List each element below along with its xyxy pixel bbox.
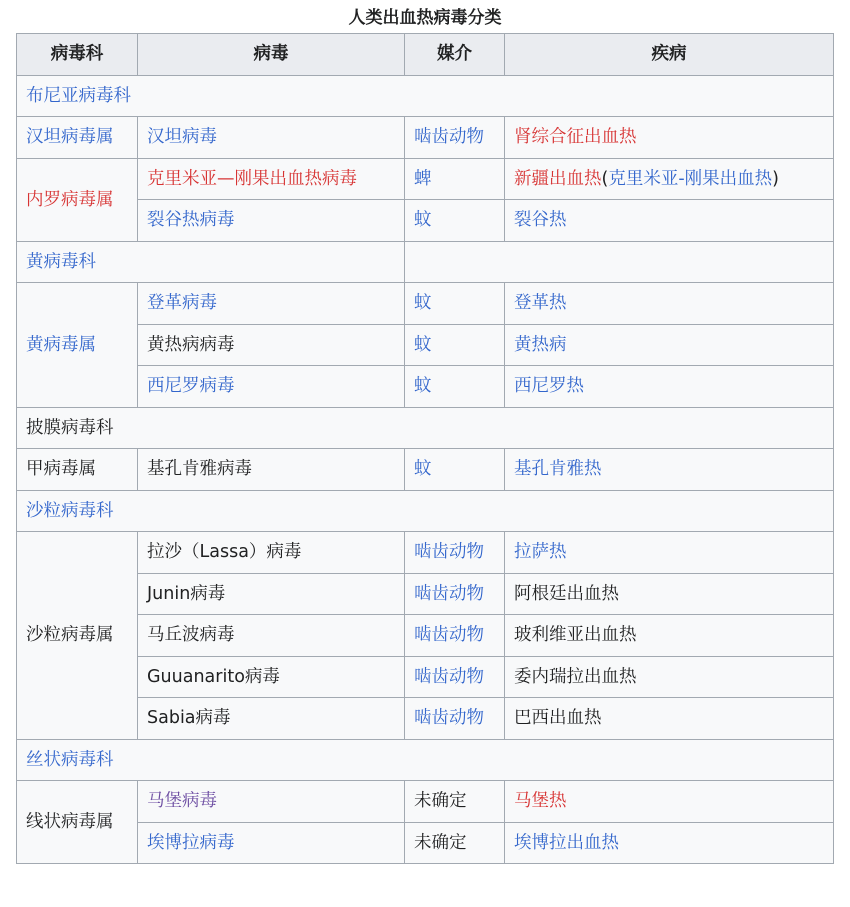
vector-link[interactable]: 啮齿动物 <box>414 625 484 646</box>
disease-text: 委内瑞拉出血热 <box>514 666 637 687</box>
disease-cell <box>505 698 834 740</box>
genus-link[interactable]: 汉坦病毒属 <box>26 127 114 148</box>
family-link[interactable]: 布尼亚病毒科 <box>26 85 131 106</box>
disease-cell <box>505 449 834 491</box>
disease-link[interactable]: 裂谷热 <box>514 210 567 231</box>
table-row <box>17 283 834 325</box>
vector-cell <box>405 781 505 823</box>
disease-redlink[interactable]: 马堡热 <box>514 791 567 812</box>
table-row <box>17 781 834 823</box>
genus-cell <box>17 283 138 408</box>
table-row <box>17 656 834 698</box>
genus-cell <box>17 532 138 740</box>
family-link[interactable]: 黄病毒科 <box>26 251 96 272</box>
disease-text: 巴西出血热 <box>514 708 602 729</box>
vector-cell <box>405 532 505 574</box>
disease-cell <box>505 366 834 408</box>
virus-text: 马丘波病毒 <box>147 625 235 646</box>
disease-link[interactable]: 登革热 <box>514 293 567 314</box>
family-link[interactable]: 沙粒病毒科 <box>26 500 114 521</box>
table-row <box>17 573 834 615</box>
virus-redlink[interactable]: 克里米亚—刚果出血热病毒 <box>147 168 357 189</box>
family-row <box>17 739 834 781</box>
genus-redlink[interactable]: 内罗病毒属 <box>26 189 114 210</box>
header-vector: 媒介 <box>405 34 505 76</box>
virus-text: 基孔肯雅病毒 <box>147 459 252 480</box>
virus-link[interactable]: 汉坦病毒 <box>147 127 217 148</box>
disease-link[interactable]: 基孔肯雅热 <box>514 459 602 480</box>
virus-cell <box>138 283 405 325</box>
table-row <box>17 532 834 574</box>
vector-text: 未确定 <box>414 832 467 853</box>
virus-cell <box>138 656 405 698</box>
disease-cell <box>505 822 834 864</box>
disease-link[interactable]: 黄热病 <box>514 334 567 355</box>
family-row <box>17 241 834 283</box>
virus-text: Junin病毒 <box>147 583 226 604</box>
disease-cell <box>505 158 834 200</box>
family-cell <box>17 75 834 117</box>
family-text: 披膜病毒科 <box>26 417 114 438</box>
vector-link[interactable]: 蚊 <box>414 210 432 231</box>
vector-cell <box>405 573 505 615</box>
vector-link[interactable]: 啮齿动物 <box>414 666 484 687</box>
vector-link[interactable]: 蚊 <box>414 376 432 397</box>
vector-cell <box>405 822 505 864</box>
family-cell <box>17 739 834 781</box>
disease-cell <box>505 615 834 657</box>
genus-link[interactable]: 黄病毒属 <box>26 334 96 355</box>
virus-cell <box>138 158 405 200</box>
disease-cell <box>505 781 834 823</box>
header-disease: 疾病 <box>505 34 834 76</box>
vector-cell <box>405 324 505 366</box>
virus-text: 拉沙（Lassa）病毒 <box>147 542 302 563</box>
genus-cell <box>17 117 138 159</box>
table-row <box>17 117 834 159</box>
disease-cell <box>505 117 834 159</box>
vector-cell <box>405 117 505 159</box>
virus-link[interactable]: 裂谷热病毒 <box>147 210 235 231</box>
disease-link[interactable]: 西尼罗热 <box>514 376 584 397</box>
header-row <box>17 34 834 76</box>
genus-text: 甲病毒属 <box>26 459 96 480</box>
genus-cell <box>17 158 138 241</box>
family-cell <box>17 407 834 449</box>
disease-cell <box>505 200 834 242</box>
virus-cell <box>138 822 405 864</box>
family-cell <box>17 490 834 532</box>
vector-cell <box>405 449 505 491</box>
family-row <box>17 490 834 532</box>
virus-cell <box>138 200 405 242</box>
table-row <box>17 449 834 491</box>
virus-link[interactable]: 埃博拉病毒 <box>147 832 235 853</box>
vector-cell <box>405 698 505 740</box>
table-row <box>17 324 834 366</box>
disease-alt-link[interactable]: 克里米亚-刚果出血热 <box>608 168 773 189</box>
virus-text: Guuanarito病毒 <box>147 666 280 687</box>
family-row <box>17 75 834 117</box>
disease-link[interactable]: 埃博拉出血热 <box>514 832 619 853</box>
table-row <box>17 822 834 864</box>
disease-link[interactable]: 拉萨热 <box>514 542 567 563</box>
vector-link[interactable]: 啮齿动物 <box>414 127 484 148</box>
virus-cell <box>138 781 405 823</box>
virus-cell <box>138 532 405 574</box>
hemorrhagic-fever-virus-table <box>16 33 834 864</box>
disease-cell <box>505 324 834 366</box>
table-row <box>17 158 834 200</box>
table-row <box>17 615 834 657</box>
disease-redlink[interactable]: 新疆出血热 <box>514 168 602 189</box>
vector-text: 未确定 <box>414 791 467 812</box>
disease-cell <box>505 532 834 574</box>
virus-visited-link[interactable]: 马堡病毒 <box>147 791 217 812</box>
family-cell <box>17 241 405 283</box>
vector-link[interactable]: 蚊 <box>414 459 432 480</box>
virus-cell <box>138 615 405 657</box>
vector-link[interactable]: 蚊 <box>414 334 432 355</box>
family-row <box>17 407 834 449</box>
virus-cell <box>138 324 405 366</box>
disease-cell <box>505 656 834 698</box>
genus-cell <box>17 449 138 491</box>
virus-cell <box>138 573 405 615</box>
vector-link[interactable]: 啮齿动物 <box>414 708 484 729</box>
vector-link[interactable]: 啮齿动物 <box>414 583 484 604</box>
disease-redlink[interactable]: 肾综合征出血热 <box>514 127 637 148</box>
table-caption: 人类出血热病毒分类 <box>348 8 502 28</box>
vector-cell <box>405 366 505 408</box>
disease-cell <box>505 573 834 615</box>
vector-cell <box>405 656 505 698</box>
vector-link[interactable]: 蜱 <box>414 168 432 189</box>
header-family: 病毒科 <box>17 34 138 76</box>
paren-close: ) <box>772 168 779 189</box>
virus-cell <box>138 366 405 408</box>
virus-text: Sabia病毒 <box>147 708 231 729</box>
vector-link[interactable]: 蚊 <box>414 293 432 314</box>
vector-cell <box>405 158 505 200</box>
disease-cell <box>505 283 834 325</box>
table-row <box>17 366 834 408</box>
vector-cell <box>405 200 505 242</box>
paren-open: ( <box>601 168 609 189</box>
vector-cell <box>405 283 505 325</box>
virus-link[interactable]: 西尼罗病毒 <box>147 376 235 397</box>
disease-text: 玻利维亚出血热 <box>514 625 637 646</box>
genus-text: 沙粒病毒属 <box>26 625 114 646</box>
virus-cell <box>138 698 405 740</box>
table-row <box>17 200 834 242</box>
disease-text: 阿根廷出血热 <box>514 583 619 604</box>
vector-link[interactable]: 啮齿动物 <box>414 542 484 563</box>
table-row <box>17 698 834 740</box>
header-virus: 病毒 <box>138 34 405 76</box>
empty-cell <box>405 241 834 283</box>
family-link[interactable]: 丝状病毒科 <box>26 749 114 770</box>
virus-cell <box>138 449 405 491</box>
virus-link[interactable]: 登革病毒 <box>147 293 217 314</box>
virus-text: 黄热病病毒 <box>147 334 235 355</box>
vector-cell <box>405 615 505 657</box>
virus-cell <box>138 117 405 159</box>
genus-cell <box>17 781 138 864</box>
genus-text: 线状病毒属 <box>26 812 114 832</box>
